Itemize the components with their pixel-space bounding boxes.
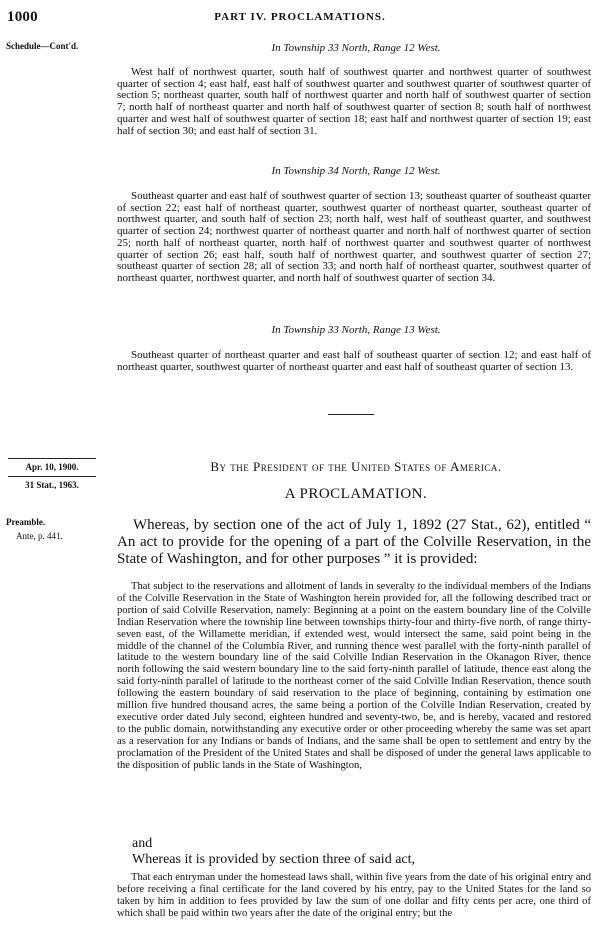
page-header: [0, 9, 600, 27]
township-heading-3: In Township 33 North, Range 13 West.: [271, 324, 441, 336]
running-title: PART IV. PROCLAMATIONS.: [214, 11, 386, 23]
margin-note-preamble: Preamble.: [6, 517, 46, 527]
margin-note-date: [8, 458, 96, 491]
township-heading-1: In Township 33 North, Range 12 West.: [271, 42, 441, 54]
margin-note-date-text: Apr. 10, 1900.: [8, 462, 96, 477]
and-connector: and: [132, 836, 153, 851]
schedule-paragraph-2: Southeast quarter and east half of southwest quarter of section 13; southeast quarter of southeast quarter of section 22; east half of northeast quarter, southwest quarter of northeast quarter, southeast quarter of northwest quarter, and south half of section 23; north half, west half of southeast quarter, and southwest quarter of section 24; northwest quarter of northeast quarter and north half of northwest quarter of section 25; north half of northeast quarter, north half of northwest quarter and southwest quarter of northwest quarter of section 26; east half, south half of northwest quarter, and southwest quarter of section 27; southeast quarter of section 28; all of section 33; and north half of northeast quarter, southwest quarter of northeast quarter, northwest quarter, and north half of southwest quarter of section 34.: [117, 190, 591, 284]
proclamation-title: A PROCLAMATION.: [284, 486, 428, 502]
whereas-clause-2: Whereas it is provided by section three of said act,: [132, 852, 416, 867]
quoted-act-section-3: That each entryman under the homestead laws shall, within five years from the date of his original entry and before receiving a final certificate for the land covered by his entry, pay to the United States for the land so taken by him in addition to fees provided by law the sum of one dollar and fifty cents per acre, one third of which shall be paid within two years after the date of the original entry; but the: [117, 872, 591, 919]
schedule-paragraph-3: Southeast quarter of northeast quarter and east half of southeast quarter of section 12; and east half of northeast quarter, southwest quarter of northeast quarter and east half of southeast quarter of section 13.: [117, 349, 591, 373]
whereas-clause-1: Whereas, by section one of the act of July 1, 1892 (27 Stat., 62), entitled “ An act to provide for the opening of a part of the Colville Reservation, in the State of Washington, and for other purposes ” it is provided:: [117, 517, 591, 567]
margin-note-statute: 31 Stat., 1963.: [25, 480, 79, 490]
schedule-paragraph-1: West half of northwest quarter, south half of southwest quarter and northwest quarter of southwest quarter of section 4; east half, east half of southwest quarter and southwest quarter of southwest quarter of section 5; northeast quarter, south half of northwest quarter and north half of southwest quarter of section 7; north half of northeast quarter and north half of southwest quarter of section 8; south half of northwest quarter and west half of southwest quarter of section 18; east half and northwest quarter of section 19; east half of section 30; and east half of section 31.: [117, 66, 591, 137]
quoted-act-section-1: That subject to the reservations and allotment of lands in severalty to the individual members of the Indians of the Colville Reservation in the State of Washington herein provided for, all the following described tract or portion of said Colville Reservation, namely: Beginning at a point on the eastern boundary line of the Colville Indian Reservation where the township line between townships thirty-four and thirty-five north, of range thirty-seven east, of the Willamette meridian, if extended west, would intersect the same, said point being in the middle of the channel of the Columbia River, and running thence west parallel with the forty-ninth parallel of latitude to the western boundary line of the said Colville Indian Reservation in the Okanagon River, thence north following the said western boundary line to the said forty-ninth parallel of latitude, thence east along the said forty-ninth parallel of latitude to the northeast corner of the said Colville Indian Reservation, thence south following the eastern boundary of said reservation to the place of beginning, containing by estimation one million five hundred thousand acres, the same being a portion of the Colville Indian Reservation, created by executive order dated July second, eighteen hundred and seventy-two, be, and is hereby, vacated and restored to the public domain, notwithstanding any executive order or other proceeding whereby the same was set apart as a reservation for any Indians or bands of Indians, and the same shall be open to settlement and entry by the proclamation of the President of the United States and shall be disposed of under the general laws applicable to the disposition of public lands in the State of Washington,: [117, 581, 591, 771]
margin-note-ante: Ante, p. 441.: [16, 531, 63, 541]
margin-note-schedule: Schedule—Cont'd.: [6, 41, 79, 51]
section-divider: [328, 414, 374, 415]
proclamation-by-line: By the President of the United States of America.: [210, 459, 502, 474]
page-number: 1000: [7, 9, 38, 25]
township-heading-2: In Township 34 North, Range 12 West.: [271, 165, 441, 177]
